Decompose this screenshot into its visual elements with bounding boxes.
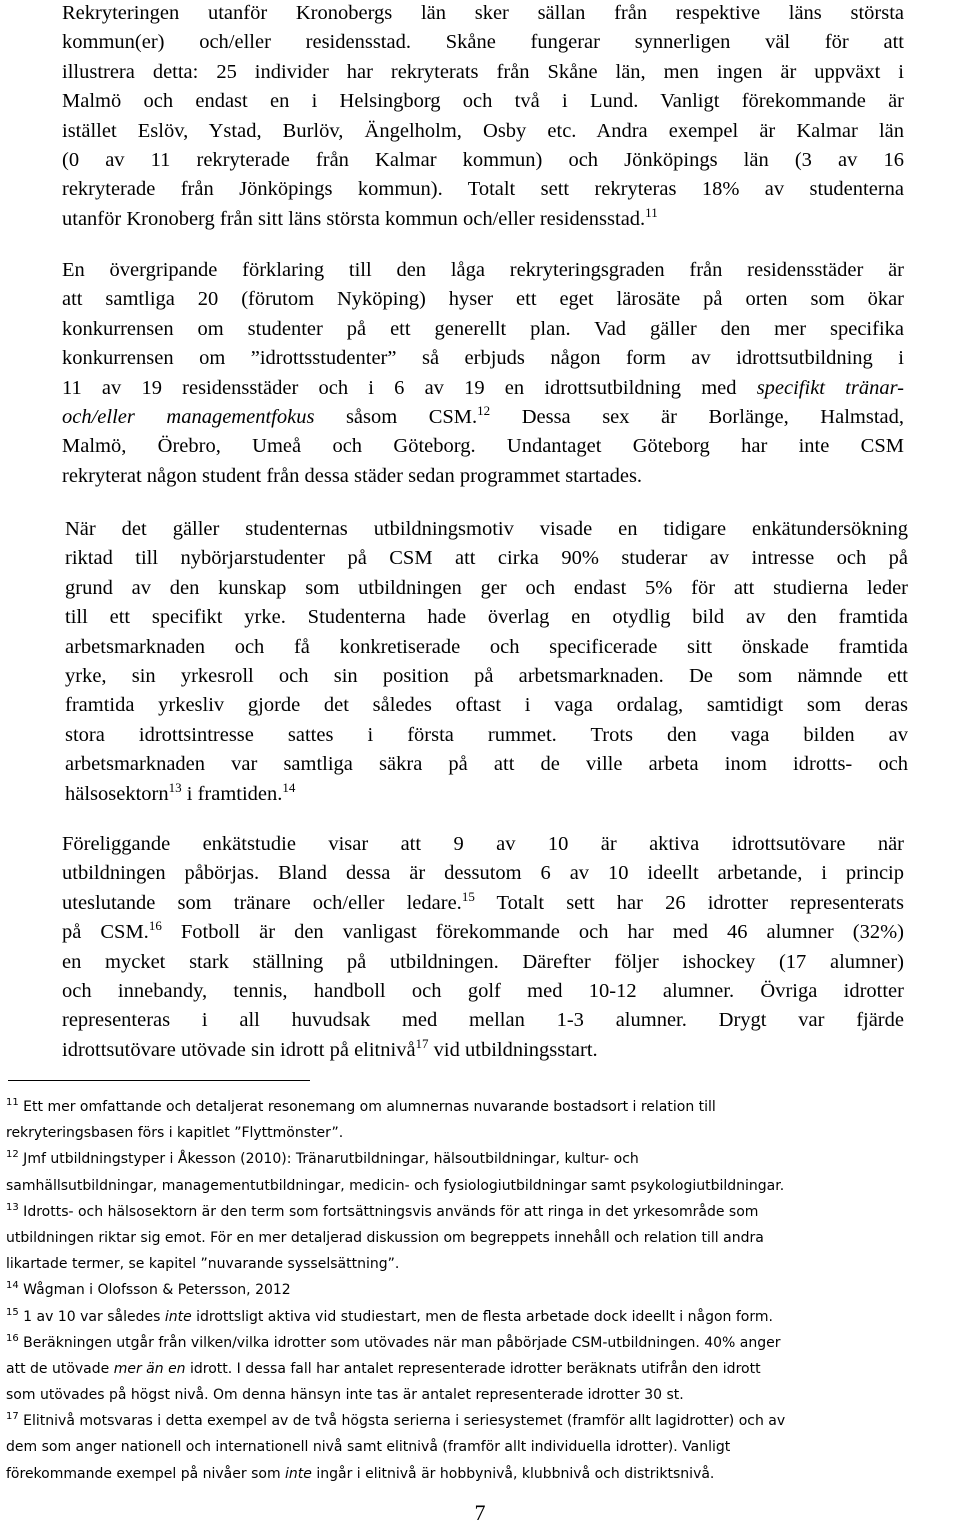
paragraph-line bbox=[62, 205, 904, 234]
footnote-number: 14 bbox=[6, 1280, 19, 1292]
footnote-17-cont: dem som anger nationell och internationell nivå samt elitnivå (framför allt individuella idrotter). Vanligt bbox=[6, 1439, 731, 1456]
paragraph-line: framtida yrkesliv gjorde det således oftast i vaga ordalag, samtidigt som deras bbox=[65, 694, 908, 717]
footnote-ref-14[interactable]: 14 bbox=[282, 779, 296, 795]
footnote-ref-13[interactable]: 13 bbox=[168, 779, 182, 795]
paragraph-line: stora idrottsintresse sattes i första rummet. Trots den vaga bilden av bbox=[65, 723, 908, 746]
footnote-13 bbox=[6, 1199, 785, 1225]
footnote-text: idrottsligt aktiva vid studiestart, men de flesta arbetade dock ideellt i någon form. bbox=[191, 1308, 773, 1325]
footnote-number: 16 bbox=[6, 1332, 19, 1344]
paragraph-line: Malmö, Örebro, Umeå och Göteborg. Undantaget Göteborg har inte CSM bbox=[62, 435, 904, 458]
paragraph-line: (0 av 11 rekryterade från Kalmar kommun) och Jönköpings län (3 av 16 bbox=[62, 148, 904, 171]
footnote-text: Wågman i Olofsson & Petersson, 2012 bbox=[18, 1282, 291, 1299]
footnote-text: förekommande exempel på nivåer som bbox=[6, 1465, 286, 1482]
footnote-ref-16[interactable]: 16 bbox=[148, 918, 162, 934]
paragraph-1 bbox=[62, 0, 904, 234]
italic-text: specifikt tränar- bbox=[756, 376, 905, 399]
footnote-text: att de utövade bbox=[6, 1360, 114, 1377]
footnote-12-cont: samhällsutbildningar, managementutbildningar, medicin- och fysiologiutbildningar samt psykologiutbildningar. bbox=[6, 1177, 785, 1194]
line-text: utanför Kronoberg från sitt läns största kommun och/eller residensstad. bbox=[62, 207, 646, 230]
paragraph-line: konkurrensen om ”idrottsstudenter” så erbjuds någon form av idrottsutbildning i bbox=[62, 347, 904, 370]
footnote-ref-15[interactable]: 15 bbox=[461, 888, 475, 904]
footnote-text: idrott. I dessa fall har antalet representerade idrotter beräknats utifrån den idrott bbox=[185, 1360, 761, 1377]
italic-text: inte bbox=[285, 1465, 312, 1482]
footnote-text: Jmf utbildningstyper i Åkesson (2010): Tränarutbildningar, hälsoutbildningar, kultur- och bbox=[18, 1151, 639, 1168]
footnote-11-cont: rekryteringsbasen förs i kapitlet ”Flyttmönster”. bbox=[6, 1125, 344, 1142]
line-text: Dessa sex är Borlänge, Halmstad, bbox=[490, 405, 904, 428]
footnote-16 bbox=[6, 1330, 785, 1356]
paragraph-line: Föreliggande enkätstudie visar att 9 av 10 är aktiva idrottsutövare när bbox=[62, 833, 904, 855]
footnote-16-cont bbox=[6, 1356, 785, 1382]
paragraph-line: yrke, sin yrkesroll och sin position på arbetsmarknaden. De som nämnde ett bbox=[65, 664, 908, 687]
line-text: hälsosektorn bbox=[65, 782, 169, 805]
paragraph-line bbox=[62, 403, 904, 432]
footnote-number: 12 bbox=[6, 1149, 19, 1161]
paragraph-line bbox=[62, 918, 904, 947]
paragraph-line: Rekryteringen utanför Kronobergs län sker sällan från respektive läns största bbox=[62, 2, 904, 24]
paragraph-line: istället Eslöv, Ystad, Burlöv, Ängelholm, Osby etc. Andra exempel är Kalmar län bbox=[62, 119, 904, 142]
page-number: 7 bbox=[474, 1500, 486, 1525]
paragraph-line bbox=[62, 374, 904, 403]
paragraph-line: och innebandy, tennis, handboll och golf med 10-12 alumner. Övriga idrotter bbox=[62, 979, 904, 1002]
line-text: Totalt sett har 26 idrotter representerats bbox=[474, 891, 904, 914]
line-text: uteslutande som tränare och/eller ledare. bbox=[62, 891, 462, 914]
footnote-16-cont: som utövades på högst nivå. Om denna hänsyn inte tas är antalet representerade idrotter 30 st. bbox=[6, 1387, 684, 1404]
paragraph-line bbox=[62, 889, 904, 918]
line-text: såsom CSM. bbox=[314, 405, 478, 428]
paragraph-line: rekryterat någon student från dessa städer sedan programmet startades. bbox=[62, 464, 643, 487]
paragraph-line: riktad till nybörjarstudenter på CSM att cirka 90% studerar av intresse och på bbox=[65, 547, 908, 570]
footnote-text: ingår i elitnivå är hobbynivå, klubbnivå och distriktsnivå. bbox=[311, 1465, 715, 1482]
footnote-13-cont: likartade termer, se kapitel ”nuvarande sysselsättning”. bbox=[6, 1256, 400, 1273]
footnote-text: Elitnivå motsvaras i detta exempel av de två högsta serierna i seriesystemet (framför allt lagidrotter) och av bbox=[18, 1413, 786, 1430]
paragraph-line: till ett specifikt yrke. Studenterna hade överlag en otydlig bild av den framtida bbox=[65, 606, 908, 629]
footnote-12 bbox=[6, 1146, 785, 1172]
footnote-text: Idrotts- och hälsosektorn är den term som fortsättningsvis används för att ringa in det yrkesområde som bbox=[18, 1203, 759, 1220]
footnote-ref-11[interactable]: 11 bbox=[645, 204, 658, 220]
footnote-separator bbox=[8, 1080, 310, 1081]
paragraph-line: rekryterade från Jönköpings kommun). Totalt sett rekryteras 18% av studenterna bbox=[62, 178, 904, 201]
paragraph-line: utbildningen påbörjas. Bland dessa är dessutom 6 av 10 ideellt arbetande, i princip bbox=[62, 862, 904, 885]
line-text: vid utbildningsstart. bbox=[428, 1038, 598, 1061]
paragraph-4 bbox=[62, 830, 904, 1065]
footnote-text: 1 av 10 var således bbox=[18, 1308, 165, 1325]
footnote-number: 11 bbox=[6, 1097, 19, 1108]
line-text: på CSM. bbox=[62, 921, 149, 944]
paragraph-line: arbetsmarknaden var samtliga säkra på att de ville arbeta inom idrotts- och bbox=[65, 753, 908, 776]
paragraph-line: Malmö och endast en i Helsingborg och två i Lund. Vanligt förekommande är bbox=[62, 90, 904, 113]
line-text: Fotboll är den vanligast förekommande och har med 46 alumner (32%) bbox=[161, 921, 904, 944]
paragraph-line: en mycket stark ställning på utbildningen. Därefter följer ishockey (17 alumner) bbox=[62, 950, 904, 973]
paragraph-line: När det gäller studenternas utbildningsmotiv visade en tidigare enkätundersökning bbox=[65, 518, 908, 540]
footnote-ref-12[interactable]: 12 bbox=[477, 402, 491, 418]
footnote-14 bbox=[6, 1277, 785, 1303]
paragraph-line: kommun(er) och/eller residensstad. Skåne fungerar synnerligen väl för att bbox=[62, 31, 904, 54]
footnote-17-cont bbox=[6, 1461, 785, 1487]
footnote-number: 15 bbox=[6, 1306, 19, 1318]
line-text: 11 av 19 residensstäder och i 6 av 19 en idrottsutbildning med bbox=[62, 376, 757, 399]
footnote-number: 17 bbox=[6, 1411, 19, 1423]
paragraph-line: grund av den kunskap som utbildningen ger och endast 5% för att studierna leder bbox=[65, 576, 908, 599]
footnote-13-cont: utbildningen riktar sig emot. För en mer detaljerad diskussion om begreppets innehåll och relation till andra bbox=[6, 1229, 764, 1246]
italic-text: inte bbox=[164, 1308, 192, 1325]
line-text: idrottsutövare utövade sin idrott på elitnivå bbox=[62, 1038, 416, 1061]
footnotes bbox=[6, 1094, 785, 1487]
footnote-text: Beräkningen utgår från vilken/vilka idrotter som utövades när man påbörjade CSM-utbildningen. 40% anger bbox=[18, 1334, 781, 1351]
line-text: i framtiden. bbox=[181, 782, 283, 805]
italic-text: mer än en bbox=[113, 1360, 186, 1377]
footnote-number: 13 bbox=[6, 1201, 19, 1213]
paragraph-line bbox=[62, 1036, 904, 1065]
paragraph-line: konkurrensen om studenter på ett generellt plan. Vad gäller den mer specifika bbox=[62, 317, 904, 340]
paragraph-3 bbox=[65, 515, 908, 809]
footnote-17 bbox=[6, 1408, 785, 1434]
paragraph-line: illustrera detta: 25 individer har rekryterats från Skåne län, men ingen är uppväxt i bbox=[62, 60, 904, 83]
paragraph-line: En övergripande förklaring till den låga rekryteringsgraden från residensstäder är bbox=[62, 259, 904, 281]
footnote-15 bbox=[6, 1304, 785, 1330]
footnote-11 bbox=[6, 1094, 785, 1120]
italic-text: och/eller managementfokus bbox=[62, 405, 315, 428]
paragraph-line: arbetsmarknaden och få konkretiserade och specificerade sitt önskade framtida bbox=[65, 635, 908, 658]
paragraph-2 bbox=[62, 256, 904, 491]
paragraph-line: representeras i all huvudsak med mellan 1-3 alumner. Drygt var fjärde bbox=[62, 1009, 904, 1032]
paragraph-line bbox=[65, 780, 908, 809]
footnote-text: Ett mer omfattande och detaljerat resonemang om alumnernas nuvarande bostadsort i relation till bbox=[18, 1099, 716, 1115]
paragraph-line: att samtliga 20 (förutom Nyköping) hyser ett eget lärosäte på orten som ökar bbox=[62, 288, 904, 311]
footnote-ref-17[interactable]: 17 bbox=[415, 1035, 429, 1051]
